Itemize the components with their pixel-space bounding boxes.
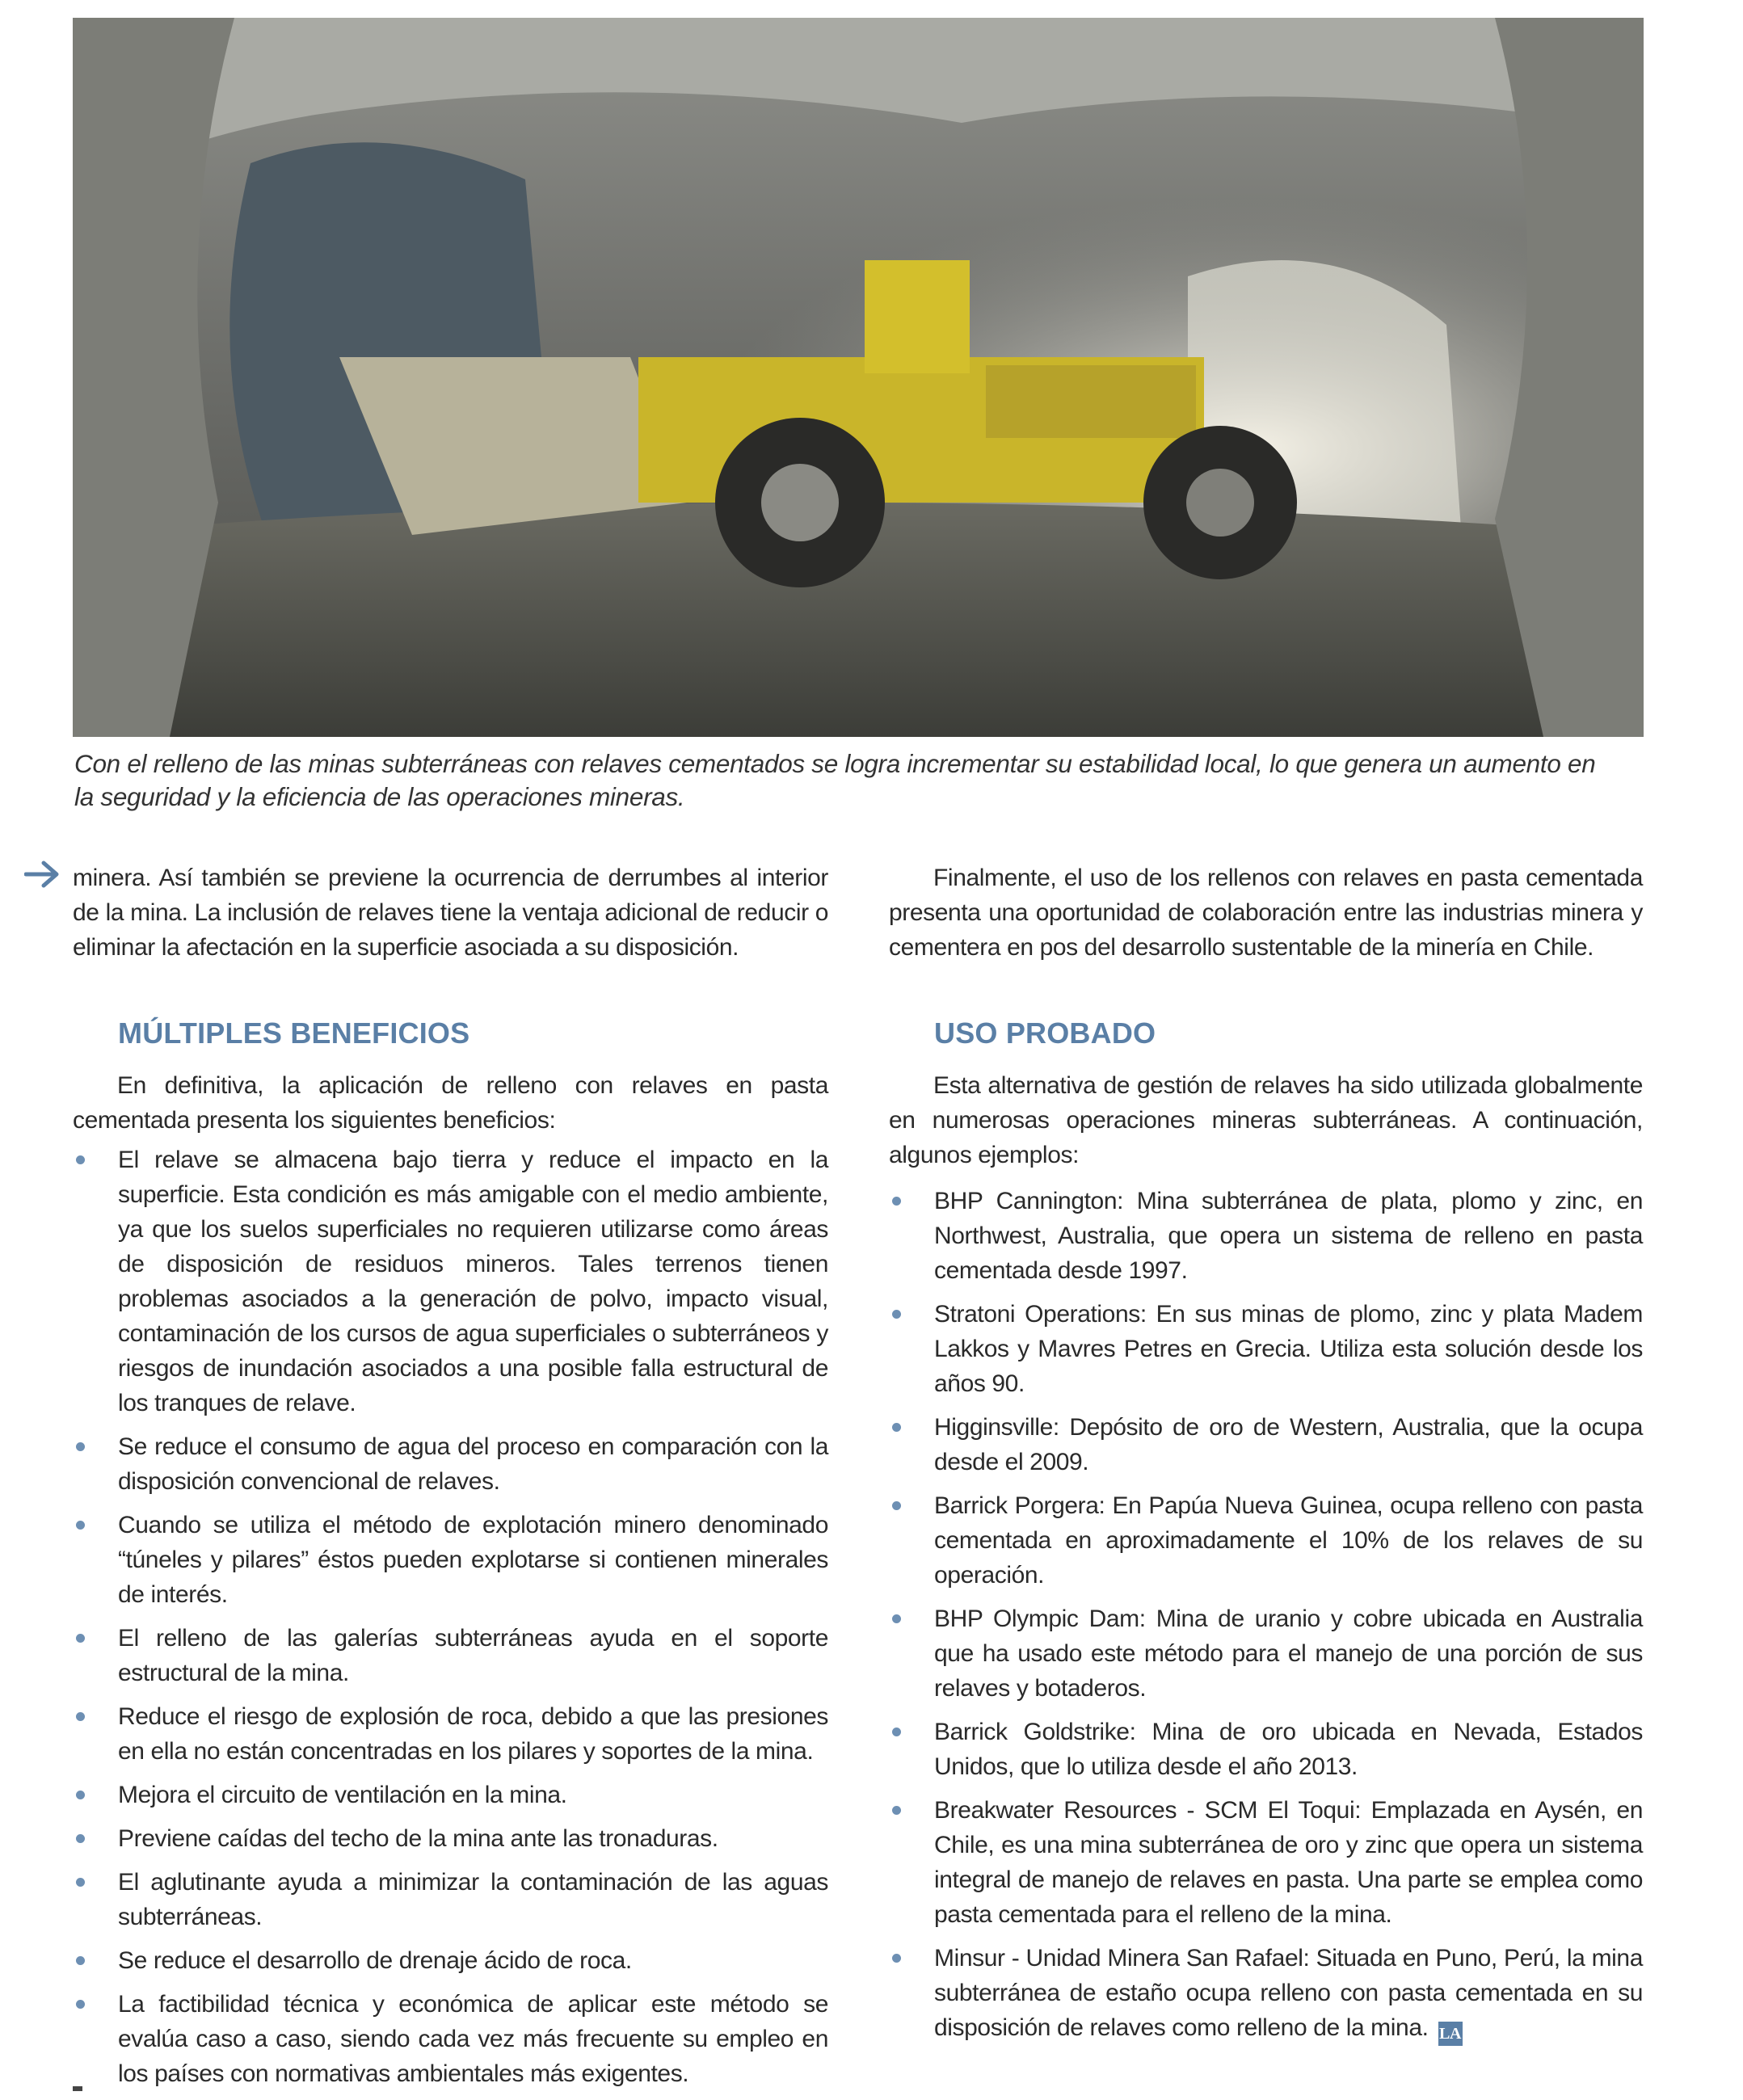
- list-item: La factibilidad técnica y económica de aplicar este método se evalúa caso a caso, siendo cada vez más frecuente su empleo en los países con normativas ambientales más exigentes.: [73, 1987, 828, 2091]
- bullet-icon: [892, 1954, 901, 1963]
- right-intro-paragraph: Finalmente, el uso de los rellenos con relaves en pasta cementada presenta una oportunidad de colaboración entre las industrias minera y cementera en pos del desarrollo sustentable de la minería en Chile.: [889, 865, 1643, 961]
- list-item: El relave se almacena bajo tierra y reduce el impacto en la superficie. Esta condición es más amigable con el medio ambiente, ya que los suelos superficiales no requieren utilizarse como áreas de disposición de residuos mineros. Tales terrenos tienen problemas asociados a la generación de polvo, impacto visual, contaminación de los cursos de agua superficiales o subterráneos y riesgos de inundación asociados a una posible falla estructural de los tranques de relave.: [73, 1143, 828, 1420]
- bullet-icon: [76, 1634, 85, 1643]
- list-item: Breakwater Resources - SCM El Toqui: Emplazada en Aysén, en Chile, es una mina subterránea de oro y zinc que opera un sistema integral de manejo de relaves en pasta. Una parte se emplea como pasta cementada para el relleno de la mina.: [889, 1793, 1643, 1932]
- bullet-icon: [892, 1197, 901, 1206]
- bullet-icon: [892, 1806, 901, 1815]
- uso-probado-lead: Esta alternativa de gestión de relaves ha sido utilizada globalmente en numerosas operaciones mineras subterráneas. A continuación, algunos ejemplos:: [889, 1072, 1643, 1168]
- right-column: [889, 861, 1643, 2055]
- left-intro-paragraph: minera. Así también se previene la ocurrencia de derrumbes al interior de la mina. La inclusión de relaves tiene la ventaja adicional de reducir o eliminar la afectación en la superficie asociada a su disposición.: [73, 865, 828, 961]
- bullet-icon: [76, 1442, 85, 1451]
- publication-logo-icon: LA: [1438, 2022, 1463, 2046]
- list-item: Previene caídas del techo de la mina ante las tronaduras.: [73, 1821, 828, 1856]
- list-item: El aglutinante ayuda a minimizar la contaminación de las aguas subterráneas.: [73, 1865, 828, 1934]
- photo-caption: Con el relleno de las minas subterráneas con relaves cementados se logra incrementar su estabilidad local, lo que genera un aumento en la seguridad y la eficiencia de las operaciones mineras.: [74, 749, 1596, 811]
- bullet-icon: [892, 1423, 901, 1432]
- bullet-icon: [76, 2000, 85, 2009]
- bullet-icon: [76, 1712, 85, 1721]
- section-heading-beneficios: MÚLTIPLES BENEFICIOS: [118, 1016, 470, 1050]
- list-item: BHP Olympic Dam: Mina de uranio y cobre ubicada en Australia que ha usado este método para el manejo de una porción de sus relaves y botaderos.: [889, 1601, 1643, 1706]
- list-item: Stratoni Operations: En sus minas de plomo, zinc y plata Madem Lakkos y Mavres Petres en Grecia. Utiliza esta solución desde los años 90.: [889, 1297, 1643, 1401]
- list-item: Minsur - Unidad Minera San Rafael: Situada en Puno, Perú, la mina subterránea de estaño ocupa relleno con pasta cementada en su disposición de relaves como relleno de la mina. LA: [889, 1941, 1643, 2046]
- bullet-icon: [76, 1878, 85, 1887]
- bullet-icon: [76, 1521, 85, 1530]
- list-item: BHP Cannington: Mina subterránea de plata, plomo y zinc, en Northwest, Australia, que opera un sistema de relleno en pasta cementada desde 1997.: [889, 1184, 1643, 1288]
- page-corner-mark: [73, 2086, 82, 2091]
- left-column: [73, 861, 828, 2100]
- ejemplos-list: [889, 1184, 1643, 2046]
- bullet-icon: [76, 1155, 85, 1164]
- section-heading-uso-probado: USO PROBADO: [934, 1016, 1156, 1050]
- underground-loader-image: [73, 18, 1644, 737]
- list-item: Reduce el riesgo de explosión de roca, debido a que las presiones en ella no están concentradas en los pilares y soportes de la mina.: [73, 1699, 828, 1769]
- list-item: Higginsville: Depósito de oro de Western, Australia, que la ocupa desde el 2009.: [889, 1410, 1643, 1479]
- list-item: Se reduce el consumo de agua del proceso en comparación con la disposición convencional de relaves.: [73, 1429, 828, 1499]
- list-item: Barrick Goldstrike: Mina de oro ubicada en Nevada, Estados Unidos, que lo utiliza desde el año 2013.: [889, 1715, 1643, 1784]
- bullet-icon: [892, 1501, 901, 1510]
- list-item: Barrick Porgera: En Papúa Nueva Guinea, ocupa relleno con pasta cementada en aproximadamente el 10% de los relaves de su operación.: [889, 1488, 1643, 1593]
- beneficios-lead: En definitiva, la aplicación de relleno con relaves en pasta cementada presenta los siguientes beneficios:: [73, 1072, 828, 1134]
- bullet-icon: [892, 1310, 901, 1319]
- bullet-icon: [76, 1791, 85, 1799]
- list-item: Se reduce el desarrollo de drenaje ácido de roca.: [73, 1943, 828, 1978]
- list-item: Cuando se utiliza el método de explotación minero denominado “túneles y pilares” éstos pueden explotarse si contienen minerales de interés.: [73, 1508, 828, 1612]
- bullet-icon: [76, 1834, 85, 1843]
- beneficios-list: [73, 1143, 828, 2091]
- list-item: El relleno de las galerías subterráneas ayuda en el soporte estructural de la mina.: [73, 1621, 828, 1690]
- bullet-icon: [76, 1956, 85, 1965]
- bullet-icon: [892, 1728, 901, 1736]
- continue-arrow-icon: [24, 858, 61, 890]
- bullet-icon: [892, 1614, 901, 1623]
- mine-photo: [73, 18, 1644, 737]
- list-item: Mejora el circuito de ventilación en la mina.: [73, 1778, 828, 1812]
